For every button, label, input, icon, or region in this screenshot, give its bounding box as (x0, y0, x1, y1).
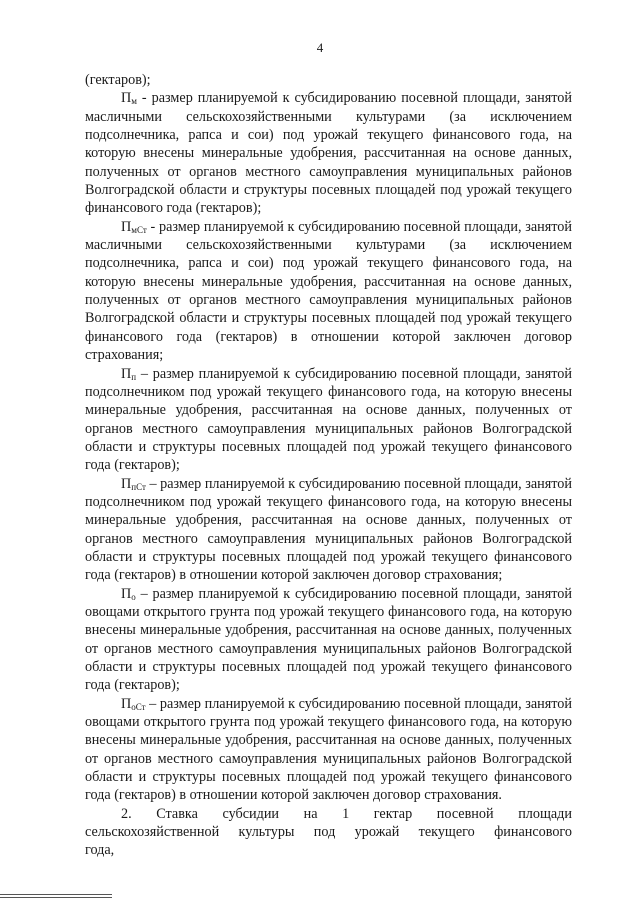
paragraph-text: - размер планируемой к субсидированию посевной площади, занятой масличными сельскохозяйственными культурами (за исключением подсолнечника, рапса и сои) под урожай текущего финансового года, на которую внесены минеральные удобрения, рассчитанная на основе данных, полученных от органов местного самоуправления муниципальных районов Волгоградской области и структуры посевных площадей под урожай текущего финансового года (гектаров) в отношении которой заключен договор страхования; (85, 218, 572, 364)
paragraph-lead: П (121, 218, 132, 235)
paragraph-definition-pp (85, 365, 572, 475)
document-body (85, 71, 572, 860)
paragraph-definition-po (85, 585, 572, 695)
numbered-item-2 (85, 805, 572, 860)
footer-rule (0, 894, 112, 895)
paragraph-continuation (85, 71, 572, 89)
paragraph-definition-ppst (85, 475, 572, 585)
paragraph-lead: П (121, 475, 132, 492)
paragraph-subscript: п (131, 371, 137, 382)
paragraph-subscript: мСт (131, 224, 147, 235)
paragraph-subscript: пСт (131, 481, 146, 492)
page-number: 4 (316, 40, 324, 55)
paragraph-lead: П (121, 695, 132, 712)
paragraph-text: (гектаров); (85, 72, 151, 88)
paragraph-text: – размер планируемой к субсидированию посевной площади, занятой подсолнечником под урожай текущего финансового года, на которую внесены минеральные удобрения, рассчитанная на основе данных, полученных от органов местного самоуправления муниципальных районов Волгоградской области и структуры посевных площадей под урожай текущего финансового года (гектаров) в отношении которой заключен договор страхования; (85, 475, 572, 584)
paragraph-text: 2. Ставка субсидии на 1 гектар посевной площади сельскохозяйственной культуры под урожай текущего финансового года, (85, 805, 572, 859)
paragraph-text: – размер планируемой к субсидированию посевной площади, занятой овощами открытого грунта под урожай текущего финансового года, на которую внесены минеральные удобрения, рассчитанная на основе данных, полученных от органов местного самоуправления муниципальных районов Волгоградской области и структуры посевных площадей под урожай текущего финансового года (гектаров); (85, 585, 572, 694)
paragraph-subscript: оСт (131, 701, 146, 712)
footer-rule-secondary (0, 897, 112, 898)
paragraph-definition-pmst (85, 218, 572, 365)
paragraph-text: – размер планируемой к субсидированию посевной площади, занятой подсолнечником под урожай текущего финансового года, на которую внесены минеральные удобрения, рассчитанная на основе данных, полученных от органов местного самоуправления муниципальных районов Волгоградской области и структуры посевных площадей под урожай текущего финансового года (гектаров); (85, 365, 572, 474)
paragraph-text: – размер планируемой к субсидированию посевной площади, занятой овощами открытого грунта под урожай текущего финансового года, на которую внесены минеральные удобрения, рассчитанная на основе данных, полученных от органов местного самоуправления муниципальных районов Волгоградской области и структуры посевных площадей под урожай текущего финансового года (гектаров) в отношении которой заключен договор страхования. (85, 695, 572, 804)
paragraph-lead: П (121, 585, 132, 602)
paragraph-subscript: м (131, 96, 137, 107)
paragraph-lead: П (121, 365, 132, 382)
paragraph-definition-post (85, 695, 572, 805)
paragraph-lead: П (121, 90, 132, 107)
paragraph-subscript: о (131, 591, 136, 602)
paragraph-text: - размер планируемой к субсидированию посевной площади, занятой масличными сельскохозяйственными культурами (за исключением подсолнечника, рапса и сои) под урожай текущего финансового года, на которую внесены минеральные удобрения, рассчитанная на основе данных, полученных от органов местного самоуправления муниципальных районов Волгоградской области и структуры посевных площадей под урожай текущего финансового года (гектаров); (85, 90, 572, 217)
paragraph-definition-pm (85, 89, 572, 217)
